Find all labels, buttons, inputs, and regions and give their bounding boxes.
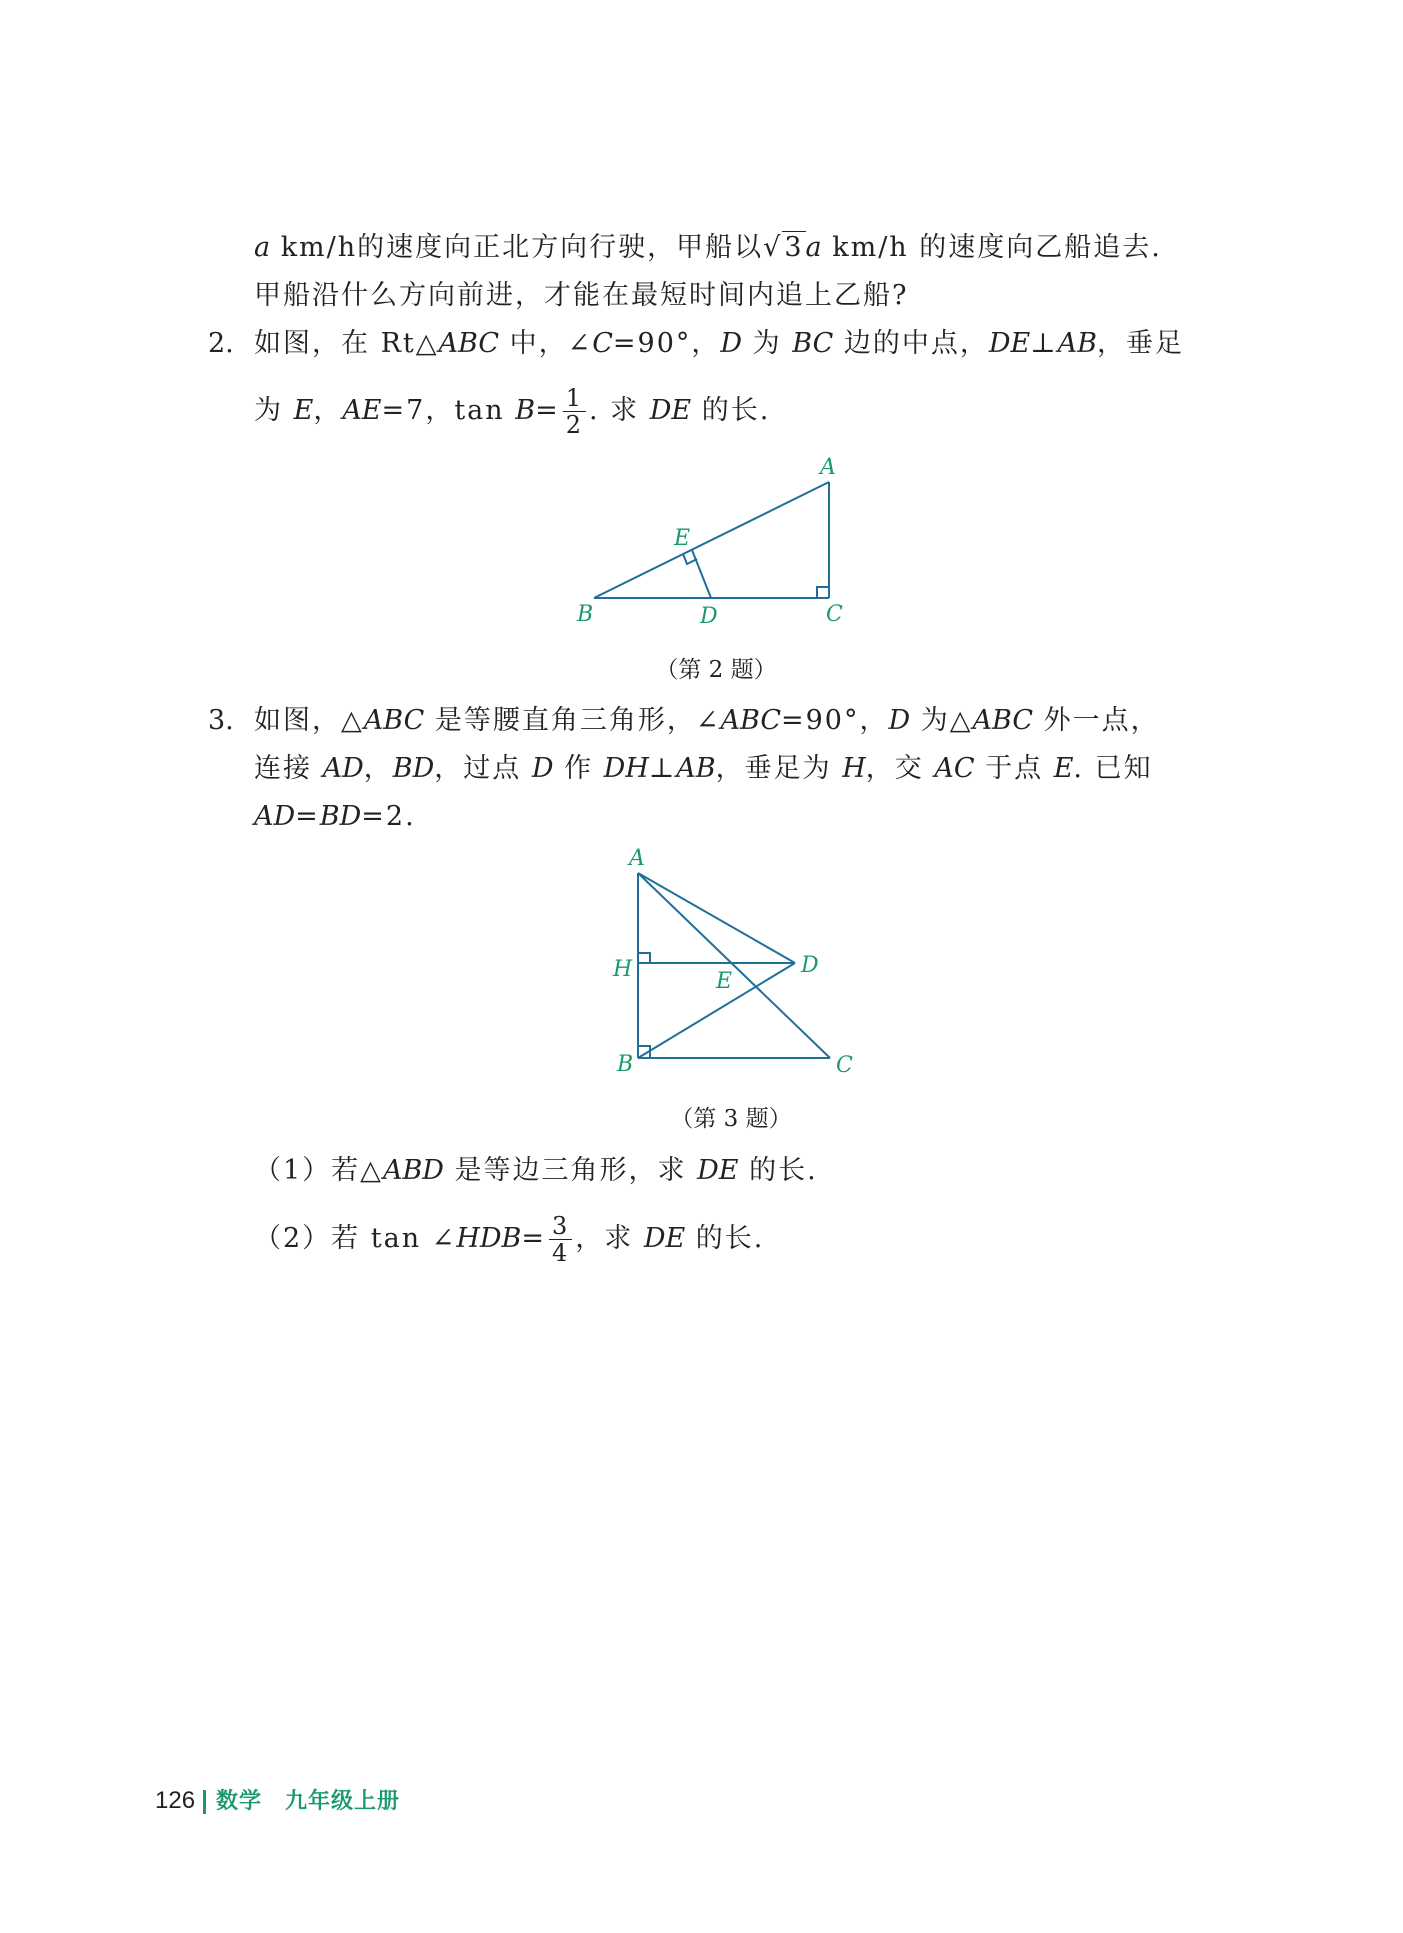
text: ，求 <box>575 1223 644 1254</box>
label-D: D <box>700 604 718 629</box>
text: 如图，△ <box>254 705 364 736</box>
problem2-number: 2. <box>208 328 234 359</box>
var: ABC <box>720 705 781 736</box>
text: ，垂足为 <box>715 753 843 784</box>
text: 的长. <box>738 1155 818 1186</box>
page-number: 126 <box>155 1787 196 1814</box>
text: ⊥ <box>1030 328 1058 359</box>
var: AB <box>1057 328 1097 359</box>
text: 边的中点， <box>833 328 989 359</box>
sqrt-value: 3 <box>784 232 804 263</box>
var: AD <box>322 753 364 784</box>
text: 如图，在 Rt△ <box>254 328 439 359</box>
text: ⊥ <box>648 753 677 784</box>
var: AE <box>342 395 382 426</box>
var: C <box>592 328 613 359</box>
problem3-question2 <box>254 1213 764 1266</box>
text: ， <box>313 395 343 426</box>
text: ， <box>363 753 393 784</box>
text: 为 <box>254 395 294 426</box>
text: = <box>521 1223 546 1254</box>
label-H: H <box>613 957 633 982</box>
var: D <box>720 328 743 359</box>
text: =90°， <box>612 328 721 359</box>
text: km/h 的速度向乙船追去. <box>821 232 1162 263</box>
book-title: 数学 九年级上册 <box>216 1788 401 1813</box>
label-E: E <box>674 526 691 551</box>
var: HDB <box>456 1223 522 1254</box>
var: E <box>293 395 314 426</box>
text: ，交 <box>865 753 935 784</box>
var: DE <box>643 1223 686 1254</box>
label-A: A <box>820 455 836 480</box>
var: ABC <box>363 705 425 736</box>
denominator: 2 <box>565 411 584 439</box>
problem3-number: 3. <box>208 705 234 736</box>
text: ，垂足 <box>1096 328 1184 359</box>
text: . 已知 <box>1073 753 1153 784</box>
caption-problem3: （第 3 题） <box>670 1106 792 1132</box>
numerator: 1 <box>563 385 586 412</box>
text: 是等腰直角三角形，∠ <box>424 705 721 736</box>
text: 外一点， <box>1032 705 1160 736</box>
label-B: B <box>617 1052 634 1077</box>
text: = <box>535 395 560 426</box>
text: 为△ <box>910 705 973 736</box>
var: DE <box>988 328 1031 359</box>
var: DE <box>697 1155 739 1186</box>
fraction <box>549 1213 572 1266</box>
label-C: C <box>826 602 843 627</box>
problem3-question1 <box>254 1151 818 1191</box>
var: DH <box>603 753 649 784</box>
label-E: E <box>716 969 733 994</box>
var: AB <box>676 753 716 784</box>
text: =90°， <box>780 705 889 736</box>
var: DE <box>649 395 692 426</box>
label-A: A <box>629 846 645 871</box>
footer-divider <box>203 1790 206 1814</box>
var-a: a <box>254 232 271 263</box>
text: 的长. <box>691 395 771 426</box>
var: D <box>888 705 911 736</box>
var: BD <box>392 753 435 784</box>
text: 作 <box>553 753 604 784</box>
denominator: 4 <box>551 1239 570 1267</box>
text: 中，∠ <box>499 328 593 359</box>
text: ，过点 <box>434 753 532 784</box>
right-angle-H <box>638 953 650 963</box>
var: ABD <box>382 1155 444 1186</box>
text: 为 <box>742 328 793 359</box>
var-a: a <box>805 232 822 263</box>
var: E <box>1053 753 1074 784</box>
var: D <box>531 753 554 784</box>
page-footer <box>155 1786 400 1816</box>
text: （2）若 tan ∠ <box>254 1223 457 1254</box>
var: AD <box>254 801 296 832</box>
caption-problem2: （第 2 题） <box>655 657 777 683</box>
text: 于点 <box>974 753 1054 784</box>
sqrt-symbol: √3 <box>763 232 804 263</box>
numerator: 3 <box>549 1213 572 1240</box>
label-D: D <box>801 953 819 978</box>
text: =2. <box>361 801 416 832</box>
text: 甲船沿什么方向前进，才能在最短时间内追上乙船? <box>254 280 909 311</box>
text: =7，tan <box>381 395 516 426</box>
var: BD <box>319 801 362 832</box>
var: ABC <box>972 705 1033 736</box>
label-B: B <box>577 602 594 627</box>
label-C: C <box>836 1053 853 1078</box>
var: AC <box>934 753 975 784</box>
text: km/h的速度向正北方向行驶，甲船以 <box>270 232 764 263</box>
var: B <box>515 395 536 426</box>
var: BC <box>792 328 834 359</box>
var: ABC <box>438 328 500 359</box>
text: 是等边三角形，求 <box>443 1155 698 1186</box>
text: . 求 <box>589 395 650 426</box>
text: （1）若△ <box>254 1155 383 1186</box>
text: 的长. <box>685 1223 765 1254</box>
text: 连接 <box>254 753 323 784</box>
text: = <box>295 801 320 832</box>
var: H <box>842 753 866 784</box>
